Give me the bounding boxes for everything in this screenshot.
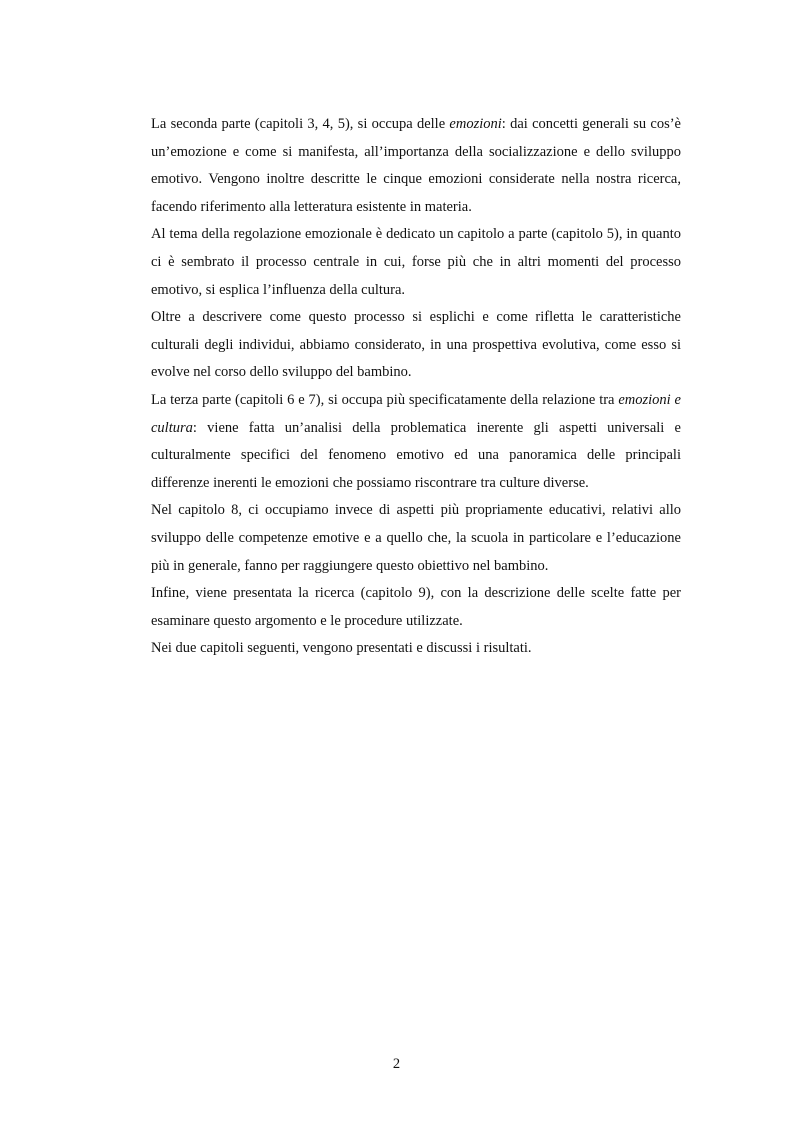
paragraph-1: La seconda parte (capitoli 3, 4, 5), si occupa delle emozioni: dai concetti generali su cos’è un’emozione e come si manifesta, all’importanza della socializzazione e dello sviluppo emotivo. Vengono inoltre descritte le cinque emozioni considerate nella nostra ricerca, facendo riferimento alla letteratura esistente in materia. [151, 116, 681, 215]
paragraph-4: La terza parte (capitoli 6 e 7), si occupa più specificatamente della relazione tra emozioni e cultura: viene fatta un’analisi della problematica inerente gli aspetti universali e culturalmente specifici del fenomeno emotivo ed una panoramica delle principali differenze inerenti le emozioni che possiamo riscontrare tra culture diverse. [151, 391, 681, 491]
paragraph-3: Oltre a descrivere come questo processo si esplichi e come rifletta le caratteristiche culturali degli individui, abbiamo considerato, in una prospettiva evolutiva, come esso si evolve nel corso dello sviluppo del bambino. [151, 309, 681, 381]
paragraph-6: Infine, viene presentata la ricerca (capitolo 9), con la descrizione delle scelte fatte per esaminare questo argomento e le procedure utilizzate. [151, 585, 681, 629]
body-text [151, 111, 681, 663]
paragraph-2: Al tema della regolazione emozionale è dedicato un capitolo a parte (capitolo 5), in quanto ci è sembrato il processo centrale in cui, forse più che in altri momenti del processo emotivo, si esplica l’influenza della cultura. [151, 226, 681, 298]
paragraph-7: Nei due capitoli seguenti, vengono presentati e discussi i risultati. [151, 640, 532, 657]
paragraph-5: Nel capitolo 8, ci occupiamo invece di aspetti più propriamente educativi, relativi allo sviluppo delle competenze emotive e a quello che, la scuola in particolare e l’educazione più in generale, fanno per raggiungere questo obiettivo nel bambino. [151, 502, 681, 574]
page-number: 2 [392, 1056, 401, 1072]
